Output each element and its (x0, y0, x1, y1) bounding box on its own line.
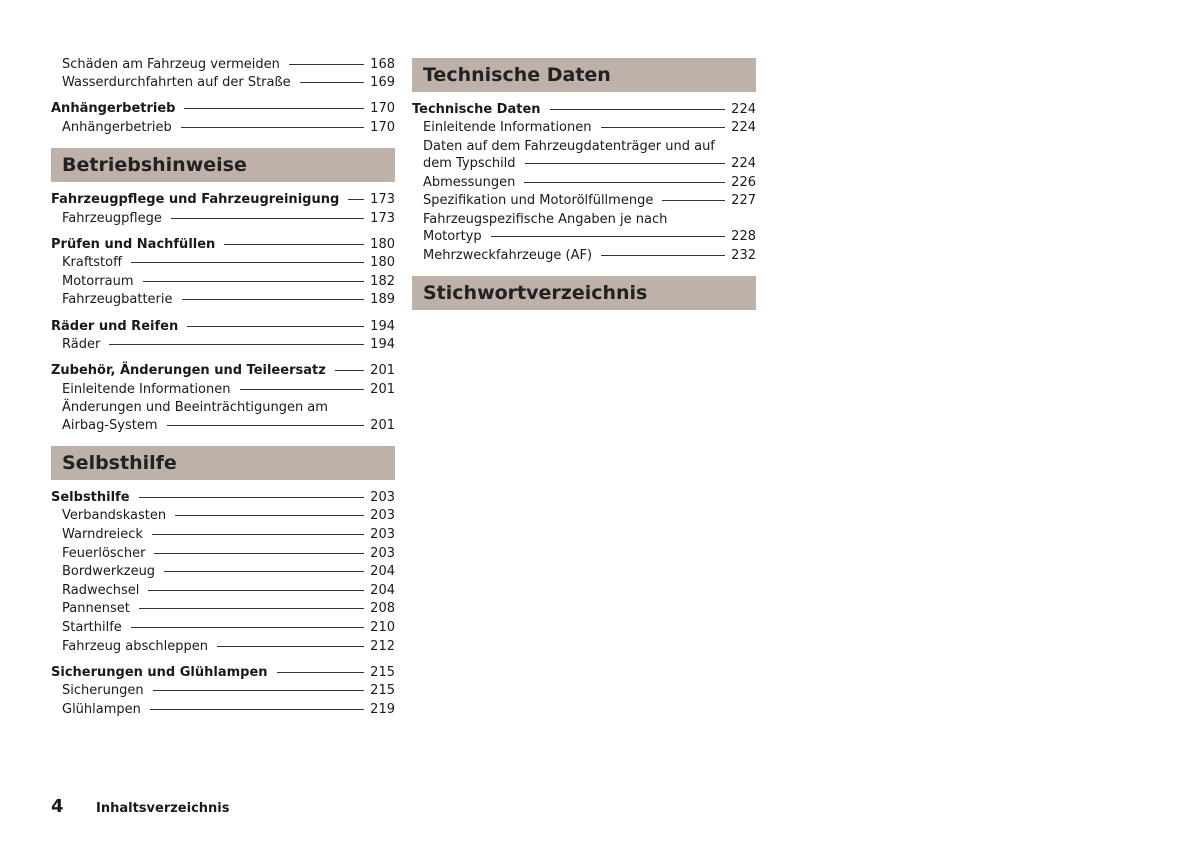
toc-subentry-row[interactable] (51, 210, 395, 229)
toc-entry[interactable] (412, 119, 756, 138)
toc-page-number: 224 (731, 120, 756, 136)
toc-page-number: 227 (731, 193, 756, 209)
toc-entry[interactable] (51, 191, 395, 210)
toc-entry-title: Wasserdurchfahrten auf der Straße (62, 75, 291, 91)
leader-line (524, 182, 725, 183)
leader-line (150, 709, 364, 710)
leader-line (139, 608, 364, 609)
toc-group (51, 191, 395, 228)
toc-subentry-row[interactable] (51, 56, 395, 75)
toc-entry-title: Bordwerkzeug (62, 564, 156, 580)
toc-entry[interactable] (51, 236, 395, 255)
toc-entry[interactable] (51, 336, 395, 355)
toc-page-number: 208 (370, 601, 395, 617)
toc-entry[interactable] (51, 664, 395, 683)
toc-entry[interactable] (51, 210, 395, 229)
toc-chapter-row[interactable] (51, 236, 395, 255)
toc-page-number: 203 (370, 526, 395, 542)
leader-line (109, 344, 364, 345)
leader-line (181, 127, 364, 128)
toc-entry-title: Schäden am Fahrzeug vermeiden (62, 56, 280, 72)
toc-page-number: 224 (731, 101, 756, 117)
page-number: 4 (51, 796, 64, 817)
leader-line (175, 515, 364, 516)
toc-page-number: 219 (370, 701, 395, 717)
toc-page-number: 232 (731, 248, 756, 264)
toc-page-number: 212 (370, 638, 395, 654)
toc-entry-title: Radwechsel (62, 582, 140, 598)
toc-entry[interactable] (51, 273, 395, 292)
toc-entry-title: Räder und Reifen (51, 318, 179, 334)
toc-subentry-row[interactable] (51, 701, 395, 720)
toc-entry[interactable] (51, 254, 395, 273)
toc-entry-title-line: Fahrzeugspezifische Angaben je nach (423, 212, 668, 228)
toc-entry-title: Einleitende Informationen (62, 381, 231, 397)
leader-line (143, 281, 365, 282)
toc-subentry-row[interactable] (51, 582, 395, 601)
toc-entry[interactable] (412, 101, 756, 120)
leader-line (525, 163, 726, 164)
toc-page-number: 182 (370, 273, 395, 289)
toc-page-number: 201 (370, 417, 395, 433)
leader-line (148, 590, 364, 591)
leader-line (289, 64, 364, 65)
toc-entry[interactable] (51, 545, 395, 564)
toc-entry-title: Spezifikation und Motorölfüllmenge (423, 193, 654, 209)
toc-group (51, 100, 395, 137)
leader-line (277, 672, 365, 673)
toc-page-number: 228 (731, 229, 756, 245)
toc-page-number: 201 (370, 381, 395, 397)
toc-page-number: 204 (370, 564, 395, 580)
toc-page-number: 215 (370, 664, 395, 680)
toc-entry-title: Sicherungen und Glühlampen (51, 664, 268, 680)
toc-chapter-row[interactable] (412, 101, 756, 120)
toc-subentry-row[interactable] (412, 155, 756, 174)
toc-entry[interactable] (412, 138, 756, 174)
toc-right-column (412, 58, 756, 319)
toc-entry-title: Fahrzeug abschleppen (62, 638, 209, 654)
toc-entry-title: dem Typschild (423, 156, 516, 172)
toc-entry-title: Fahrzeugpflege und Fahrzeugreinigung (51, 191, 340, 207)
leader-line (171, 218, 364, 219)
toc-entry-title: Mehrzweckfahrzeuge (AF) (423, 248, 593, 264)
leader-line (184, 108, 364, 109)
leader-line (182, 299, 365, 300)
toc-entry[interactable] (51, 291, 395, 310)
toc-subentry-row[interactable] (51, 417, 395, 436)
toc-page-number: 210 (370, 619, 395, 635)
toc-entry[interactable] (412, 247, 756, 266)
leader-line (152, 534, 364, 535)
toc-subentry-row[interactable] (51, 381, 395, 400)
toc-entry-title: Einleitende Informationen (423, 120, 592, 136)
toc-entry[interactable] (51, 381, 395, 400)
leader-line (164, 571, 364, 572)
toc-entry[interactable] (51, 507, 395, 526)
toc-entry-title: Prüfen und Nachfüllen (51, 236, 216, 252)
toc-subentry-row[interactable] (51, 507, 395, 526)
toc-subentry-row[interactable] (51, 74, 395, 93)
toc-page-number: 189 (370, 292, 395, 308)
toc-page-number: 170 (370, 101, 395, 117)
toc-page-number: 204 (370, 582, 395, 598)
toc-entry[interactable] (51, 318, 395, 337)
toc-subentry-row[interactable] (51, 545, 395, 564)
toc-subentry-row[interactable] (51, 273, 395, 292)
toc-subentry-row[interactable] (51, 526, 395, 545)
leader-line (348, 199, 364, 200)
toc-entry[interactable] (51, 362, 395, 381)
toc-page-number: 170 (370, 119, 395, 135)
toc-entry-title: Fahrzeugpflege (62, 210, 162, 226)
toc-entry-title: Abmessungen (423, 174, 516, 190)
leader-line (601, 255, 725, 256)
section-header: Betriebshinweise (51, 148, 395, 182)
leader-line (662, 200, 725, 201)
toc-entry-title-line: Daten auf dem Fahrzeugdatenträger und auf (423, 138, 715, 154)
toc-entry-title-line: Änderungen und Beeinträchtigungen am (62, 400, 328, 416)
toc-subentry-row[interactable] (51, 600, 395, 619)
toc-entry-title: Räder (62, 337, 101, 353)
toc-subentry-row[interactable] (51, 619, 395, 638)
leader-line (601, 127, 726, 128)
toc-page-number: 194 (370, 337, 395, 353)
running-title: Inhaltsverzeichnis (96, 801, 230, 816)
toc-page-number: 203 (370, 545, 395, 561)
toc-subentry-row[interactable] (412, 228, 756, 247)
toc-group (51, 318, 395, 355)
toc-entry-title: Technische Daten (412, 101, 541, 117)
toc-entry-title: Warndreieck (62, 526, 143, 542)
toc-entry-title: Selbsthilfe (51, 489, 130, 505)
toc-entry[interactable] (51, 526, 395, 545)
toc-subentry-row[interactable] (51, 336, 395, 355)
toc-group (51, 56, 395, 93)
leader-line (131, 262, 364, 263)
toc-page-number: 180 (370, 236, 395, 252)
toc-subentry-row[interactable] (51, 119, 395, 138)
page-footer (51, 796, 229, 817)
toc-entry[interactable] (51, 619, 395, 638)
toc-entry-title: Kraftstoff (62, 255, 123, 271)
toc-entry-title: Motorraum (62, 273, 134, 289)
toc-left-column (51, 56, 395, 720)
leader-line (167, 425, 365, 426)
toc-entry-title: Anhängerbetrieb (62, 119, 172, 135)
toc-entry[interactable] (51, 489, 395, 508)
leader-line (217, 646, 364, 647)
toc-subentry-row[interactable] (51, 563, 395, 582)
toc-entry[interactable] (51, 582, 395, 601)
toc-entry[interactable] (412, 211, 756, 247)
leader-line (491, 236, 726, 237)
toc-chapter-row[interactable] (51, 100, 395, 119)
toc-page-number: 203 (370, 489, 395, 505)
leader-line (550, 109, 726, 110)
section-header: Selbsthilfe (51, 446, 395, 480)
section-header: Stichwortverzeichnis (412, 276, 756, 310)
leader-line (153, 690, 365, 691)
toc-group (51, 489, 395, 656)
section-header: Technische Daten (412, 58, 756, 92)
toc-subentry-row[interactable] (51, 291, 395, 310)
toc-entry-title: Glühlampen (62, 701, 141, 717)
leader-line (154, 553, 364, 554)
toc-entry-title: Fahrzeugbatterie (62, 292, 173, 308)
toc-entry[interactable] (51, 701, 395, 720)
toc-page-number: 203 (370, 508, 395, 524)
leader-line (300, 82, 365, 83)
toc-entry-title: Motortyp (423, 229, 482, 245)
toc-entry-title: Sicherungen (62, 683, 144, 699)
toc-page-number: 180 (370, 255, 395, 271)
toc-chapter-row[interactable] (51, 191, 395, 210)
toc-subentry-row[interactable] (51, 254, 395, 273)
toc-subentry-row[interactable] (412, 247, 756, 266)
toc-entry-title: Anhängerbetrieb (51, 101, 176, 117)
toc-page-number: 201 (370, 363, 395, 379)
toc-entry[interactable] (51, 56, 395, 75)
toc-entry-title: Verbandskasten (62, 508, 167, 524)
toc-chapter-row[interactable] (51, 489, 395, 508)
toc-page-number: 194 (370, 318, 395, 334)
toc-entry[interactable] (412, 174, 756, 193)
toc-entry[interactable] (51, 74, 395, 93)
toc-entry[interactable] (51, 638, 395, 657)
toc-chapter-row[interactable] (51, 664, 395, 683)
toc-entry-title: Starthilfe (62, 619, 122, 635)
toc-chapter-row[interactable] (51, 318, 395, 337)
toc-group (412, 101, 756, 266)
toc-chapter-row[interactable] (51, 362, 395, 381)
toc-page-number: 173 (370, 210, 395, 226)
toc-entry[interactable] (51, 399, 395, 435)
toc-entry[interactable] (51, 600, 395, 619)
toc-subentry-row[interactable] (412, 119, 756, 138)
toc-page-number: 173 (370, 191, 395, 207)
toc-entry-title: Zubehör, Änderungen und Teileersatz (51, 363, 326, 379)
leader-line (240, 389, 365, 390)
toc-entry[interactable] (51, 119, 395, 138)
toc-entry[interactable] (51, 100, 395, 119)
toc-page-number: 169 (370, 75, 395, 91)
toc-group (51, 236, 395, 310)
toc-page-number: 168 (370, 56, 395, 72)
toc-entry[interactable] (51, 563, 395, 582)
toc-entry[interactable] (51, 682, 395, 701)
toc-subentry-row[interactable] (51, 682, 395, 701)
toc-subentry-row[interactable] (412, 192, 756, 211)
toc-subentry-row[interactable] (412, 174, 756, 193)
toc-page-number: 215 (370, 683, 395, 699)
toc-subentry-row[interactable] (51, 638, 395, 657)
leader-line (224, 244, 364, 245)
toc-entry-title: Feuerlöscher (62, 545, 146, 561)
toc-entry-title: Pannenset (62, 601, 130, 617)
leader-line (187, 326, 364, 327)
leader-line (335, 370, 364, 371)
toc-entry[interactable] (412, 192, 756, 211)
toc-group (51, 362, 395, 435)
toc-group (51, 664, 395, 720)
toc-entry-title: Airbag-System (62, 417, 158, 433)
toc-page-number: 224 (731, 156, 756, 172)
leader-line (131, 627, 364, 628)
toc-page-number: 226 (731, 174, 756, 190)
leader-line (139, 497, 365, 498)
